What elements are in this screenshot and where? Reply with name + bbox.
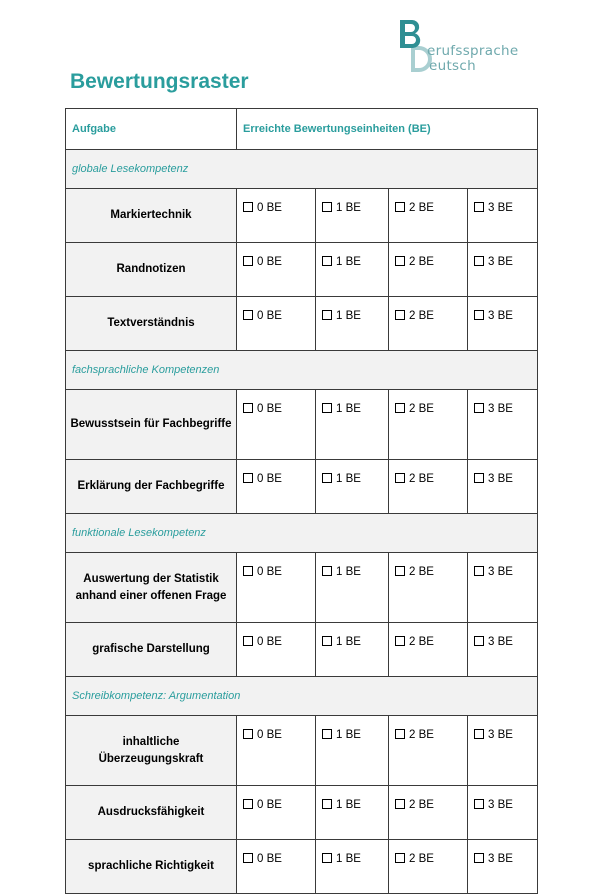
score-option-label: 0 BE bbox=[257, 310, 282, 322]
score-option-label: 3 BE bbox=[488, 202, 513, 214]
score-option-label: 2 BE bbox=[409, 202, 434, 214]
score-option-label: 3 BE bbox=[488, 310, 513, 322]
checkbox-icon[interactable] bbox=[395, 566, 405, 576]
checkbox-icon[interactable] bbox=[474, 473, 484, 483]
score-option-label: 3 BE bbox=[488, 853, 513, 865]
score-option-label: 0 BE bbox=[257, 853, 282, 865]
score-option-label: 1 BE bbox=[336, 310, 361, 322]
score-option[interactable] bbox=[468, 297, 538, 351]
score-option-label: 0 BE bbox=[257, 202, 282, 214]
score-option[interactable] bbox=[468, 390, 538, 460]
checkbox-icon[interactable] bbox=[322, 799, 332, 809]
score-option[interactable] bbox=[237, 716, 316, 786]
table-row bbox=[66, 460, 538, 514]
checkbox-icon[interactable] bbox=[395, 853, 405, 863]
score-option-label: 2 BE bbox=[409, 473, 434, 485]
checkbox-icon[interactable] bbox=[243, 403, 253, 413]
checkbox-icon[interactable] bbox=[322, 636, 332, 646]
section-label: fachsprachliche Kompetenzen bbox=[66, 351, 538, 390]
checkbox-icon[interactable] bbox=[243, 256, 253, 266]
score-option[interactable] bbox=[237, 623, 316, 677]
score-option-label: 3 BE bbox=[488, 256, 513, 268]
checkbox-icon[interactable] bbox=[395, 202, 405, 212]
score-option[interactable] bbox=[237, 390, 316, 460]
checkbox-icon[interactable] bbox=[474, 566, 484, 576]
table-row bbox=[66, 716, 538, 786]
table-header-row bbox=[66, 109, 538, 150]
checkbox-icon[interactable] bbox=[322, 473, 332, 483]
section-row bbox=[66, 150, 538, 189]
checkbox-icon[interactable] bbox=[474, 310, 484, 320]
logo-text-line2: eutsch bbox=[429, 58, 476, 74]
score-option[interactable] bbox=[389, 189, 468, 243]
score-option[interactable] bbox=[316, 297, 389, 351]
checkbox-icon[interactable] bbox=[474, 729, 484, 739]
score-option-label: 0 BE bbox=[257, 566, 282, 578]
score-option-label: 2 BE bbox=[409, 636, 434, 648]
score-option[interactable] bbox=[468, 460, 538, 514]
score-option[interactable] bbox=[316, 189, 389, 243]
checkbox-icon[interactable] bbox=[395, 473, 405, 483]
score-option[interactable] bbox=[389, 297, 468, 351]
table-row bbox=[66, 243, 538, 297]
checkbox-icon[interactable] bbox=[322, 310, 332, 320]
table-row bbox=[66, 189, 538, 243]
checkbox-icon[interactable] bbox=[243, 473, 253, 483]
section-row bbox=[66, 677, 538, 716]
checkbox-icon[interactable] bbox=[322, 729, 332, 739]
score-option[interactable] bbox=[389, 840, 468, 894]
checkbox-icon[interactable] bbox=[395, 256, 405, 266]
checkbox-icon[interactable] bbox=[243, 729, 253, 739]
score-option-label: 3 BE bbox=[488, 473, 513, 485]
score-option-label: 0 BE bbox=[257, 403, 282, 415]
score-option-label: 0 BE bbox=[257, 729, 282, 741]
rating-table bbox=[65, 108, 538, 894]
section-label: Schreibkompetenz: Argumentation bbox=[66, 677, 538, 716]
score-option[interactable] bbox=[468, 243, 538, 297]
checkbox-icon[interactable] bbox=[395, 729, 405, 739]
checkbox-icon[interactable] bbox=[243, 202, 253, 212]
task-label: Markiertechnik bbox=[66, 189, 237, 243]
score-option[interactable] bbox=[316, 243, 389, 297]
score-option[interactable] bbox=[237, 243, 316, 297]
score-option[interactable] bbox=[389, 553, 468, 623]
logo bbox=[397, 18, 537, 74]
task-label: Textverständnis bbox=[66, 297, 237, 351]
score-option-label: 1 BE bbox=[336, 799, 361, 811]
score-option[interactable] bbox=[237, 297, 316, 351]
score-option-label: 2 BE bbox=[409, 310, 434, 322]
score-option[interactable] bbox=[316, 390, 389, 460]
score-option-label: 0 BE bbox=[257, 256, 282, 268]
score-option[interactable] bbox=[316, 460, 389, 514]
score-option[interactable] bbox=[468, 840, 538, 894]
score-option-label: 2 BE bbox=[409, 256, 434, 268]
score-option[interactable] bbox=[389, 623, 468, 677]
checkbox-icon[interactable] bbox=[474, 853, 484, 863]
checkbox-icon[interactable] bbox=[322, 566, 332, 576]
score-option-label: 1 BE bbox=[336, 636, 361, 648]
header-task: Aufgabe bbox=[66, 109, 237, 150]
score-option[interactable] bbox=[316, 553, 389, 623]
score-option-label: 2 BE bbox=[409, 566, 434, 578]
page-title: Bewertungsraster bbox=[70, 70, 249, 93]
logo-text-line1: erufssprache bbox=[427, 43, 519, 59]
score-option-label: 2 BE bbox=[409, 403, 434, 415]
score-option[interactable] bbox=[237, 553, 316, 623]
task-label: Randnotizen bbox=[66, 243, 237, 297]
score-option[interactable] bbox=[316, 786, 389, 840]
score-option[interactable] bbox=[237, 840, 316, 894]
score-option[interactable] bbox=[237, 460, 316, 514]
task-label: inhaltliche Überzeugungskraft bbox=[66, 716, 237, 786]
checkbox-icon[interactable] bbox=[243, 799, 253, 809]
score-option-label: 1 BE bbox=[336, 853, 361, 865]
table-row bbox=[66, 297, 538, 351]
checkbox-icon[interactable] bbox=[395, 636, 405, 646]
table-row bbox=[66, 840, 538, 894]
checkbox-icon[interactable] bbox=[243, 310, 253, 320]
task-label: grafische Darstellung bbox=[66, 623, 237, 677]
score-option[interactable] bbox=[468, 786, 538, 840]
score-option-label: 3 BE bbox=[488, 403, 513, 415]
score-option[interactable] bbox=[316, 716, 389, 786]
checkbox-icon[interactable] bbox=[474, 799, 484, 809]
score-option[interactable] bbox=[389, 243, 468, 297]
checkbox-icon[interactable] bbox=[474, 636, 484, 646]
score-option[interactable] bbox=[389, 786, 468, 840]
section-row bbox=[66, 514, 538, 553]
score-option-label: 3 BE bbox=[488, 636, 513, 648]
score-option[interactable] bbox=[237, 786, 316, 840]
section-row bbox=[66, 351, 538, 390]
score-option-label: 0 BE bbox=[257, 473, 282, 485]
score-option-label: 0 BE bbox=[257, 636, 282, 648]
score-option[interactable] bbox=[468, 623, 538, 677]
task-label: Ausdrucksfähigkeit bbox=[66, 786, 237, 840]
score-option[interactable] bbox=[316, 623, 389, 677]
checkbox-icon[interactable] bbox=[322, 202, 332, 212]
table-row bbox=[66, 390, 538, 460]
score-option[interactable] bbox=[237, 189, 316, 243]
score-option-label: 2 BE bbox=[409, 799, 434, 811]
section-label: globale Lesekompetenz bbox=[66, 150, 538, 189]
checkbox-icon[interactable] bbox=[395, 310, 405, 320]
task-label: Bewusstsein für Fachbegriffe bbox=[66, 390, 237, 460]
checkbox-icon[interactable] bbox=[395, 403, 405, 413]
checkbox-icon[interactable] bbox=[322, 853, 332, 863]
score-option[interactable] bbox=[468, 553, 538, 623]
score-option-label: 1 BE bbox=[336, 403, 361, 415]
task-label: Auswertung der Statistik anhand einer offenen Frage bbox=[66, 553, 237, 623]
score-option[interactable] bbox=[468, 189, 538, 243]
score-option-label: 1 BE bbox=[336, 256, 361, 268]
score-option-label: 3 BE bbox=[488, 799, 513, 811]
score-option[interactable] bbox=[468, 716, 538, 786]
task-label: Erklärung der Fachbegriffe bbox=[66, 460, 237, 514]
score-option[interactable] bbox=[389, 716, 468, 786]
score-option-label: 1 BE bbox=[336, 473, 361, 485]
score-option-label: 1 BE bbox=[336, 566, 361, 578]
score-option-label: 3 BE bbox=[488, 729, 513, 741]
checkbox-icon[interactable] bbox=[474, 256, 484, 266]
table-row bbox=[66, 623, 538, 677]
checkbox-icon[interactable] bbox=[243, 636, 253, 646]
checkbox-icon[interactable] bbox=[322, 403, 332, 413]
score-option-label: 1 BE bbox=[336, 729, 361, 741]
score-option[interactable] bbox=[316, 840, 389, 894]
checkbox-icon[interactable] bbox=[474, 403, 484, 413]
score-option[interactable] bbox=[389, 390, 468, 460]
checkbox-icon[interactable] bbox=[322, 256, 332, 266]
checkbox-icon[interactable] bbox=[243, 853, 253, 863]
checkbox-icon[interactable] bbox=[395, 799, 405, 809]
score-option-label: 2 BE bbox=[409, 729, 434, 741]
checkbox-icon[interactable] bbox=[474, 202, 484, 212]
checkbox-icon[interactable] bbox=[243, 566, 253, 576]
table-row bbox=[66, 786, 538, 840]
score-option-label: 0 BE bbox=[257, 799, 282, 811]
section-label: funktionale Lesekompetenz bbox=[66, 514, 538, 553]
header-score: Erreichte Bewertungseinheiten (BE) bbox=[237, 109, 538, 150]
score-option-label: 2 BE bbox=[409, 853, 434, 865]
score-option-label: 3 BE bbox=[488, 566, 513, 578]
task-label: sprachliche Richtigkeit bbox=[66, 840, 237, 894]
score-option-label: 1 BE bbox=[336, 202, 361, 214]
score-option[interactable] bbox=[389, 460, 468, 514]
table-row bbox=[66, 553, 538, 623]
